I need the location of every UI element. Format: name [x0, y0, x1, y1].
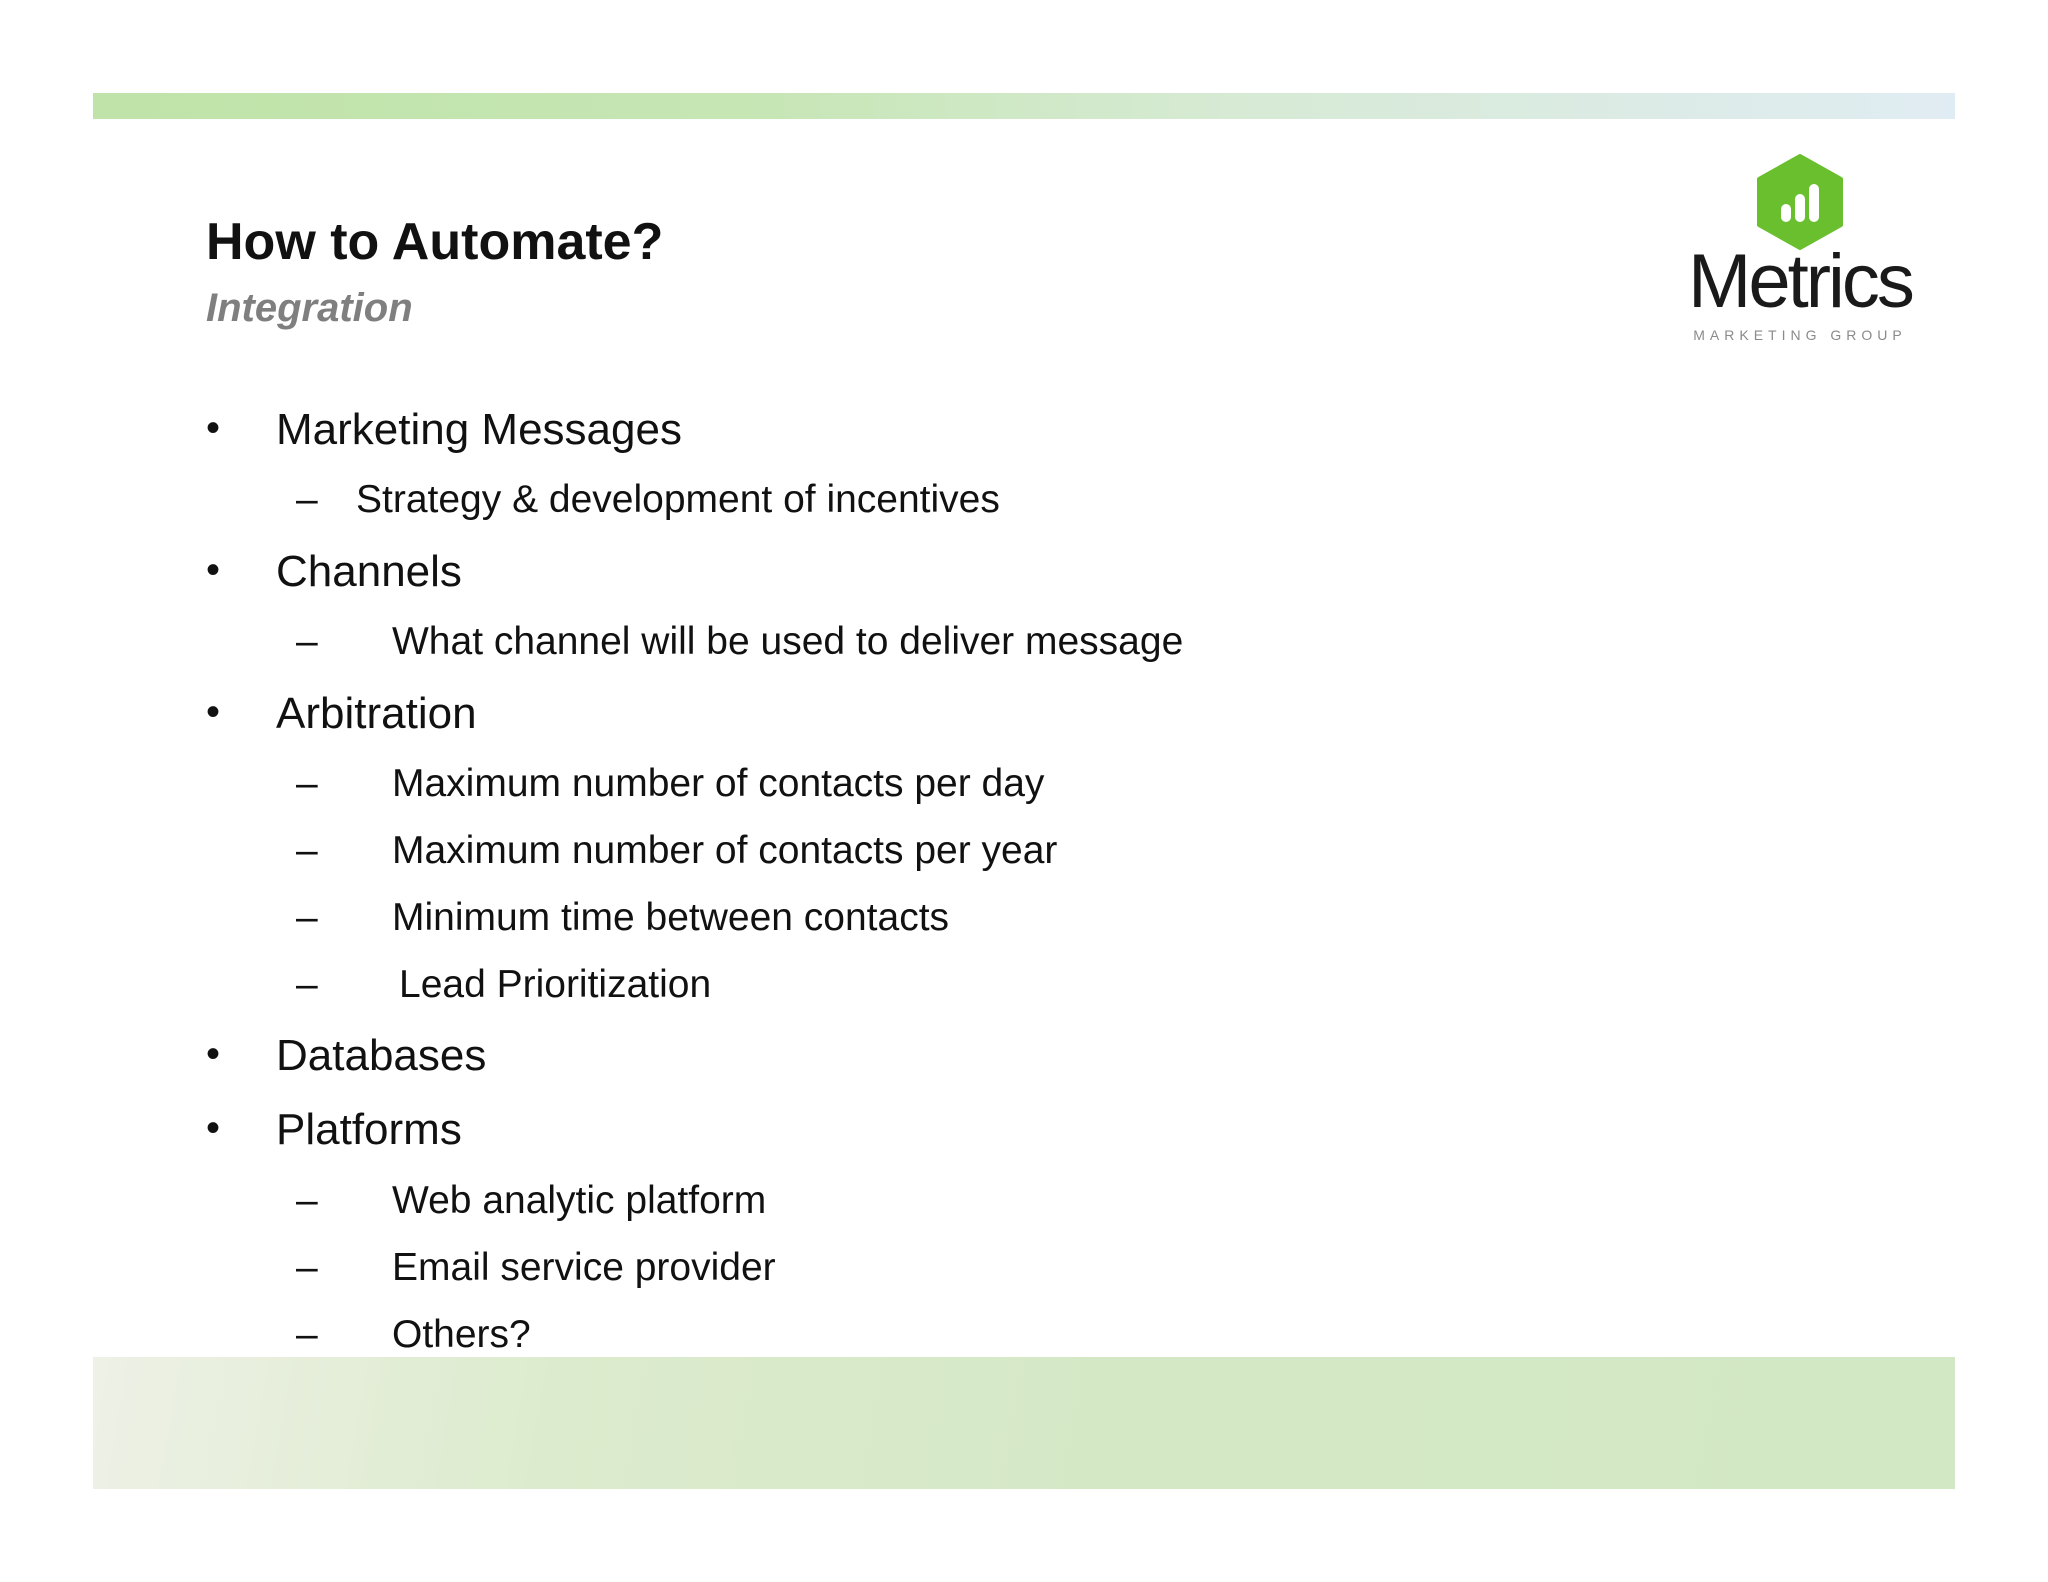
top-decorative-band: [93, 93, 1955, 119]
bullet-marker: •: [206, 406, 221, 450]
dash-marker: –: [296, 762, 318, 805]
bullet-label: Arbitration: [276, 689, 477, 738]
dash-marker: –: [296, 829, 318, 872]
bullet-marker: •: [206, 548, 221, 592]
sub-item-label: Email service provider: [392, 1246, 776, 1289]
dash-marker: –: [296, 478, 318, 521]
logo-tagline: MARKETING GROUP: [1693, 327, 1907, 343]
sub-item-label: What channel will be used to deliver message: [392, 620, 1184, 663]
bar-chart-hex-icon: [1757, 154, 1843, 250]
dash-marker: –: [296, 896, 318, 939]
dash-marker: –: [296, 1313, 318, 1356]
slide-subtitle: Integration: [206, 286, 413, 330]
bullet-label: Databases: [276, 1031, 487, 1080]
dash-marker: –: [296, 963, 318, 1006]
logo-wordmark: Metrics: [1688, 239, 1912, 324]
sub-item-label: Lead Prioritization: [399, 963, 712, 1006]
dash-marker: –: [296, 620, 318, 663]
bullet-marker: •: [206, 1032, 221, 1076]
bottom-decorative-band: [93, 1357, 1955, 1489]
sub-item-label: Others?: [392, 1313, 531, 1356]
sub-item-label: Minimum time between contacts: [392, 896, 950, 939]
bullet-label: Marketing Messages: [276, 405, 682, 454]
dash-marker: –: [296, 1246, 318, 1289]
bullet-label: Channels: [276, 547, 462, 596]
bullet-marker: •: [206, 690, 221, 734]
slide-title: How to Automate?: [206, 213, 664, 271]
sub-item-label: Strategy & development of incentives: [356, 478, 1000, 521]
bullet-marker: •: [206, 1106, 221, 1150]
sub-item-label: Web analytic platform: [392, 1179, 767, 1222]
sub-item-label: Maximum number of contacts per year: [392, 829, 1058, 872]
sub-item-label: Maximum number of contacts per day: [392, 762, 1045, 805]
bullet-label: Platforms: [276, 1105, 462, 1154]
metrics-logo: [1680, 150, 1920, 350]
dash-marker: –: [296, 1179, 318, 1222]
